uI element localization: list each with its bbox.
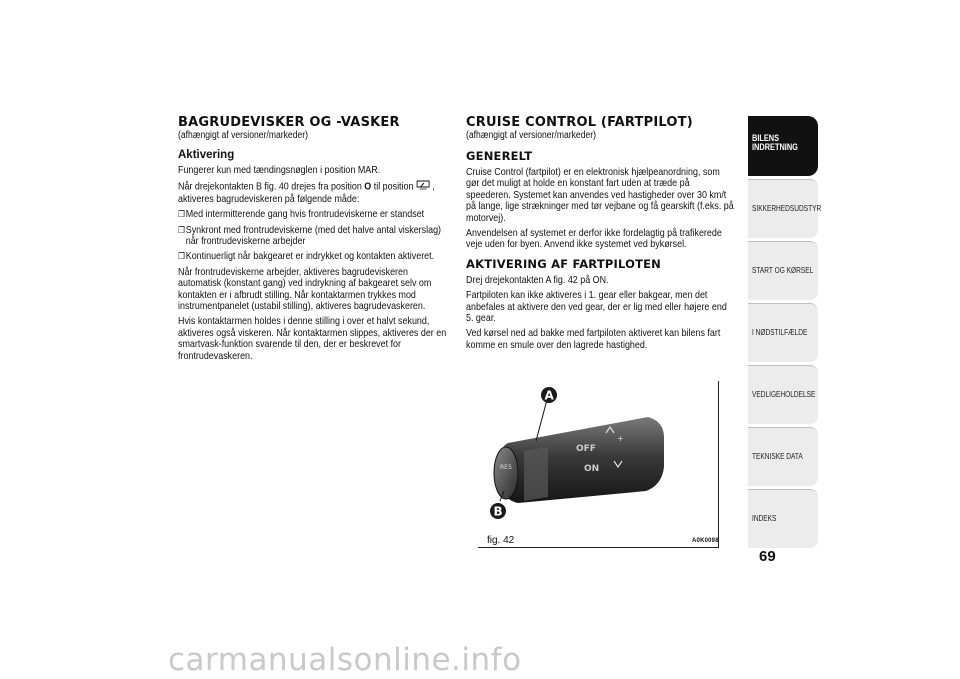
paragraph-general-1: Cruise Control (fartpilot) er en elektronisk hjælpeanordning, som gør det muligt at holde en konstant fart uden at træde på speederen. Systemet kan anvendes ved hastigheder over 30 km/t på lange, lige strækninger med tør vejbane og få gearskift (f.eks. på motorvej). <box>466 167 734 224</box>
res-marking: RES <box>500 464 512 471</box>
activation-cruise-heading: AKTIVERING AF FARTPILOTEN <box>466 256 661 271</box>
tab-start-og-korsel[interactable] <box>748 241 818 300</box>
tab-tekniske-data[interactable] <box>748 427 818 486</box>
tab-bilens-indretning[interactable] <box>748 116 818 176</box>
paragraph-activate-1: Drej drejekontakten A fig. 42 på ON. <box>466 274 609 286</box>
switch-text-part1: Når drejekontakten B fig. 40 drejes fra position <box>178 181 362 193</box>
rear-wiper-icon <box>416 180 430 193</box>
cruise-control-lever-figure <box>478 381 719 548</box>
tab-label: START OG KØRSEL <box>752 266 814 275</box>
on-marking: ON <box>584 464 600 474</box>
figure-code: A0K0098 <box>692 538 719 544</box>
cruise-control-subtitle: (afhængigt af versioner/markeder) <box>466 130 597 141</box>
tab-vedligeholdelse[interactable] <box>748 365 818 424</box>
bullet-text: Med intermitterende gang hvis frontrudeviskerne er standset <box>185 209 425 221</box>
paragraph-smartwash: Hvis kontaktarmen holdes i denne stilling i over et halvt sekund, aktiveres også viskeren. Når kontaktarmen slippes, aktiveres der en smartvask-funktion svarende til den, der er beskrevet for frontrudevaskeren. <box>178 316 447 362</box>
activation-heading: Aktivering <box>178 149 235 161</box>
tab-i-nodstilfaelde[interactable] <box>748 303 818 362</box>
tab-indeks[interactable] <box>748 489 818 548</box>
list-item <box>178 209 447 220</box>
rear-wiper-title: BAGRUDEVISKER OG -VASKER <box>178 115 400 130</box>
list-item <box>178 225 447 248</box>
cruise-control-title: CRUISE CONTROL (FARTPILOT) <box>466 115 693 130</box>
callout-a-label: A <box>544 388 554 403</box>
paragraph-switch <box>178 180 447 205</box>
switch-text-part3: , aktiveres bagrudeviskeren på følgende måde: <box>178 181 435 205</box>
tab-label: I NØDSTILFÆLDE <box>752 328 808 337</box>
right-column <box>466 116 736 355</box>
off-marking: OFF <box>576 444 596 454</box>
lever-illustration <box>478 381 718 547</box>
tab-label: TEKNISKE DATA <box>752 452 803 461</box>
bullet-text: Kontinuerligt når bakgearet er indrykket og kontakten aktiveret. <box>185 251 435 263</box>
watermark: carmanualsonline.info <box>168 642 522 678</box>
paragraph-activate-2: Fartpiloten kan ikke aktiveres i 1. gear eller bakgear, men det anbefales at aktivere den ved gear, der er lig med eller højere end 5. gear. <box>466 290 727 325</box>
tab-label: VEDLIGEHOLDELSE <box>752 390 816 399</box>
page-number: 69 <box>759 548 776 565</box>
list-item <box>178 251 447 262</box>
checkbox-bullet-icon: ❒ <box>178 251 185 262</box>
svg-text:+: + <box>617 434 624 443</box>
paragraph-ignition: Fungerer kun med tændingsnøglen i position MAR. <box>178 165 381 176</box>
checkbox-bullet-icon: ❒ <box>178 224 185 235</box>
chapter-tabs <box>748 116 822 551</box>
paragraph-activate-3: Ved kørsel ned ad bakke med fartpiloten aktiveret kan bilens fart komme en smule over den lagrede hastighed. <box>466 328 721 351</box>
figure-caption: fig. 42 <box>487 535 515 546</box>
tab-label: INDEKS <box>752 514 777 523</box>
paragraph-general-2: Anvendelsen af systemet er derfor ikke fordelagtig på trafikerede veje uden for byen. Anvend ikke systemet ved bykørsel. <box>466 228 722 251</box>
tab-label: SIKKERHEDSUDSTYR <box>752 204 822 213</box>
general-heading: GENERELT <box>466 149 533 163</box>
bullet-text: Synkront med frontrudeviskerne (med det halve antal viskerslag) når frontrudeviskerne arbejder <box>185 224 442 248</box>
tab-sikkerhedsudstyr[interactable] <box>748 179 822 238</box>
paragraph-reverse-gear: Når frontrudeviskerne arbejder, aktiveres bagrudeviskeren automatisk (konstant gang) ved indrykning af bakgearet selv om kontakten er i afbrudt stilling. Når kontaktarmen trykkes mod instrumentpanelet (ustabil stilling), aktiveres bagrudevaskeren. <box>178 266 432 313</box>
callout-b-label: B <box>493 504 503 519</box>
switch-text-part2: til position <box>373 181 414 193</box>
checkbox-bullet-icon: ❒ <box>178 209 185 220</box>
left-column <box>178 116 448 366</box>
off-position-symbol: O <box>364 181 372 193</box>
tab-label: BILENS INDRETNING <box>752 133 798 152</box>
rear-wiper-subtitle: (afhængigt af versioner/markeder) <box>178 130 309 141</box>
